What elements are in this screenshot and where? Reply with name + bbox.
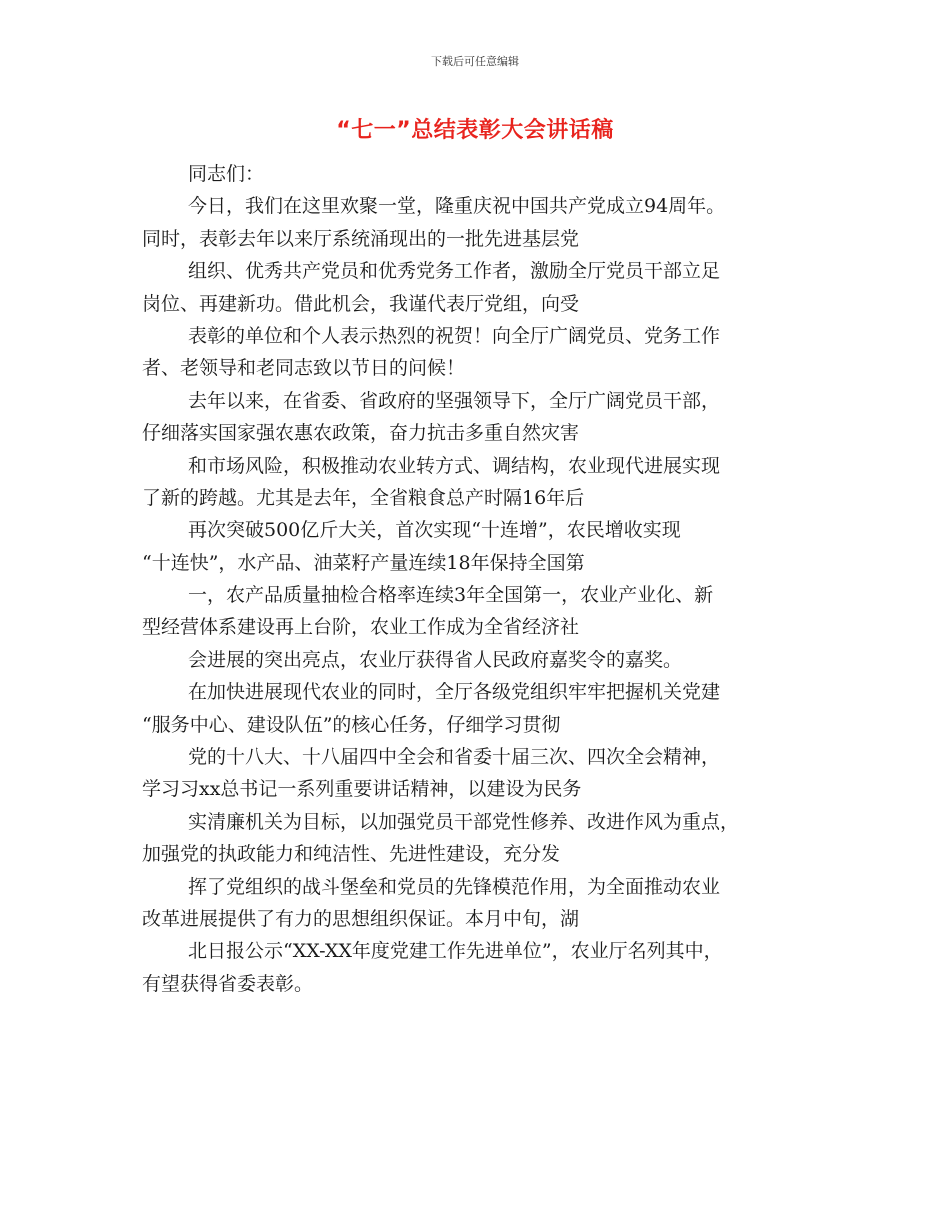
body-line: 加强党的执政能力和纯洁性、先进性建设，充分发 xyxy=(142,843,561,866)
document-body xyxy=(142,158,817,1000)
body-line: 仔细落实国家强农惠农政策，奋力抗击多重自然灾害 xyxy=(142,422,580,445)
body-line: 学习习xx总书记一系列重要讲话精神，以建设为民务 xyxy=(142,778,582,801)
body-line: 一，农产品质量抽检合格率连续3年全国第一，农业产业化、新 xyxy=(188,584,714,607)
body-line: 北日报公示“XX-XX年度党建工作先进单位”，农业厅名列其中， xyxy=(188,940,723,963)
body-line: 会进展的突出亮点，农业厅获得省人民政府嘉奖令的嘉奖。 xyxy=(188,648,683,671)
salutation: 同志们： xyxy=(188,163,265,185)
body-line: “十连快”，水产品、油菜籽产量连续18年保持全国第 xyxy=(142,551,585,574)
body-line: 今日，我们在这里欢聚一堂，隆重庆祝中国共产党成立94周年。 xyxy=(188,195,726,218)
body-line: 型经营体系建设再上台阶，农业工作成为全省经济社 xyxy=(142,616,580,639)
body-line: 去年以来，在省委、省政府的坚强领导下，全厅广阔党员干部， xyxy=(188,389,721,412)
body-line: 实清廉机关为目标，以加强党员干部党性修养、改进作风为重点， xyxy=(188,810,740,833)
body-line: 再次突破500亿斤大关，首次实现“十连增”，农民增收实现 xyxy=(188,519,681,542)
body-line: 改革进展提供了有力的思想组织保证。本月中旬，湖 xyxy=(142,907,580,930)
body-line: 有望获得省委表彰。 xyxy=(142,972,314,995)
body-line: 组织、优秀共产党员和优秀党务工作者，激励全厅党员干部立足 xyxy=(188,260,721,283)
body-line: 了新的跨越。尤其是去年，全省粮食总产时隔16年后 xyxy=(142,486,585,509)
body-line: 挥了党组织的战斗堡垒和党员的先锋模范作用，为全面推动农业 xyxy=(188,875,721,898)
page-header-note: 下载后可任意编辑 xyxy=(431,55,519,68)
body-line: 党的十八大、十八届四中全会和省委十届三次、四次全会精神， xyxy=(188,746,721,769)
body-line: 在加快进展现代农业的同时，全厅各级党组织牢牢把握机关党建 xyxy=(188,681,721,704)
body-line: 表彰的单位和个人表示热烈的祝贺！向全厅广阔党员、党务工作 xyxy=(188,324,721,347)
body-line: 者、老领导和老同志致以节日的问候！ xyxy=(142,357,466,380)
body-line: 和市场风险，积极推动农业转方式、调结构，农业现代进展实现 xyxy=(188,454,721,477)
document-title: “七一”总结表彰大会讲话稿 xyxy=(336,118,614,143)
body-line: “服务中心、建设队伍”的核心任务，仔细学习贯彻 xyxy=(142,713,561,736)
body-line: 岗位、再建新功。借此机会，我谨代表厅党组，向受 xyxy=(142,292,580,315)
body-line: 同时，表彰去年以来厅系统涌现出的一批先进基层党 xyxy=(142,227,580,250)
